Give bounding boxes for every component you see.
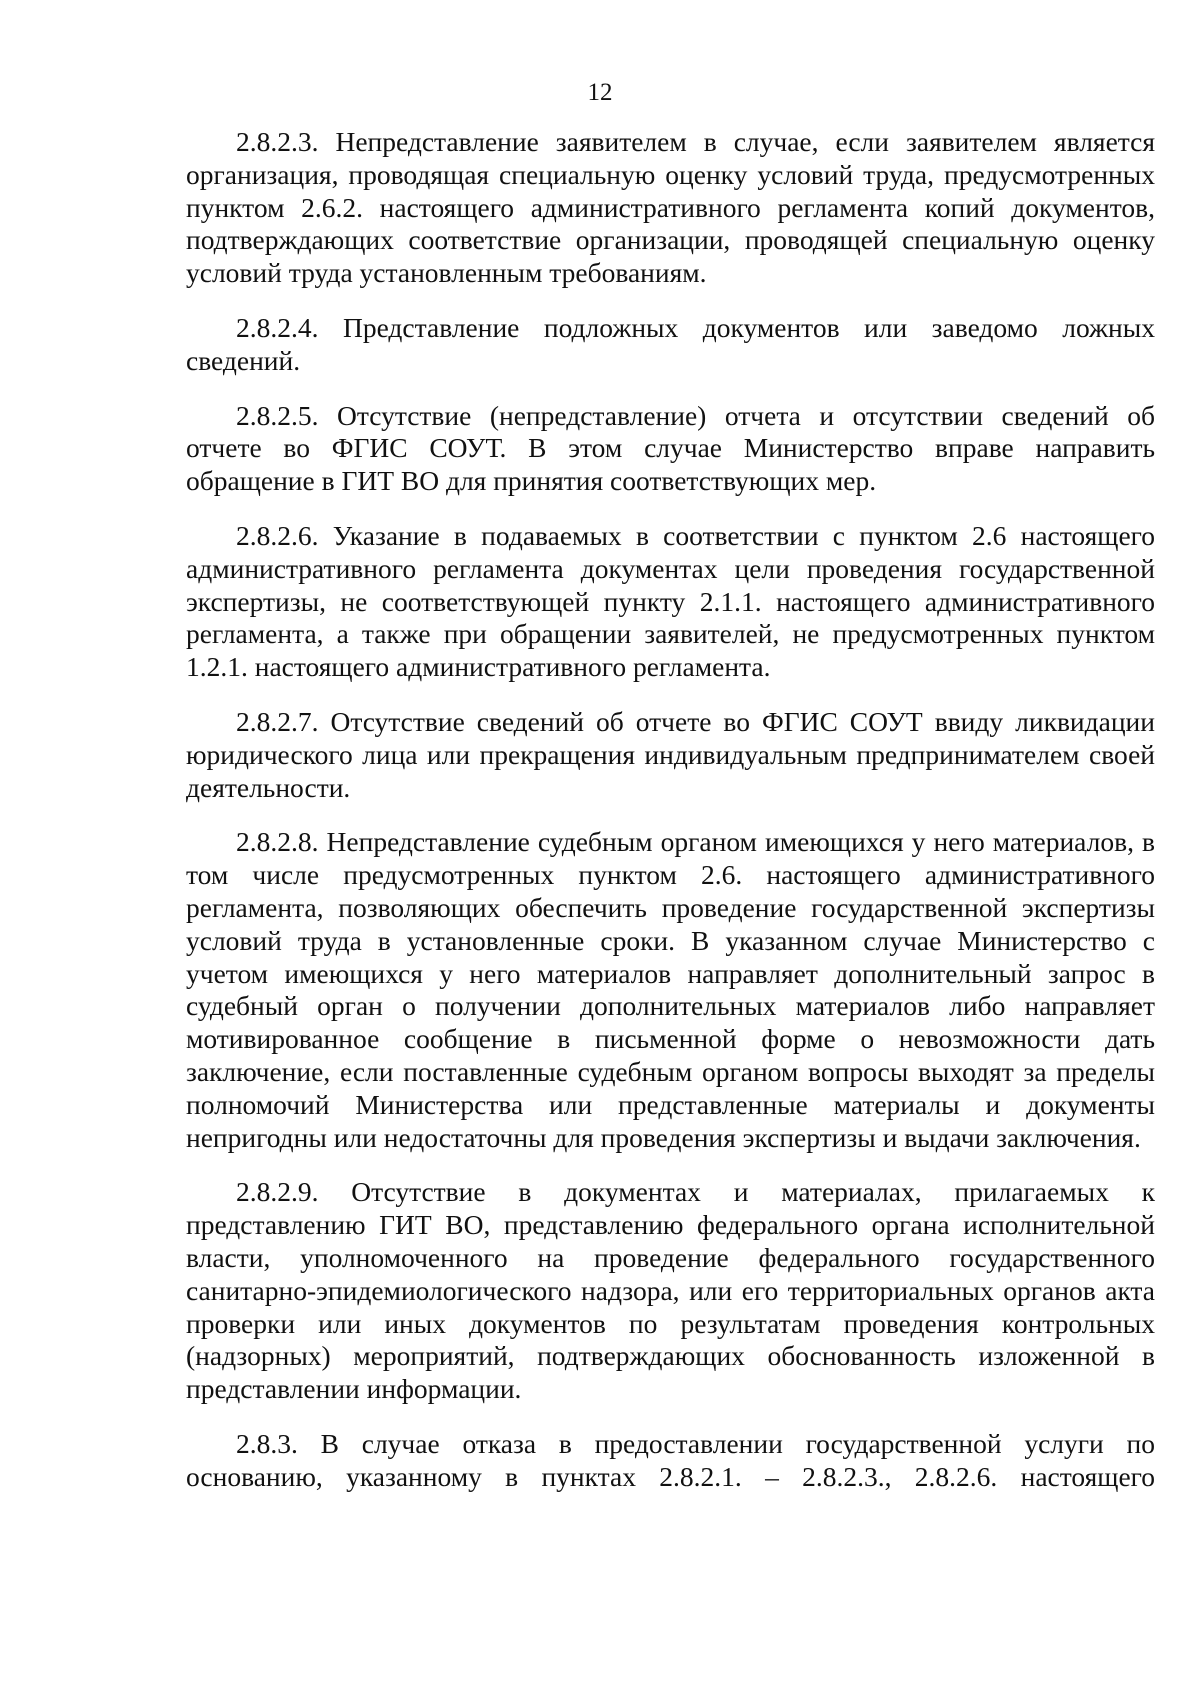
document-body [186,126,1155,1515]
paragraph-2-8-2-4: 2.8.2.4. Представление подложных документов или заведомо ложных сведений. [186,311,1155,376]
paragraph-2-8-2-7: 2.8.2.7. Отсутствие сведений об отчете во ФГИС СОУТ ввиду ликвидации юридического лица или прекращения индивидуальным предпринимателем своей деятельности. [186,705,1155,803]
paragraph-2-8-2-6: 2.8.2.6. Указание в подаваемых в соответствии с пунктом 2.6 настоящего административного регламента документах цели проведения государственной экспертизы, не соответствующей пункту 2.1.1. настоящего административного регламента, а также при обращении заявителей, не предусмотренных пунктом 1.2.1. настоящего административного регламента. [186,519,1155,683]
paragraph-2-8-2-5: 2.8.2.5. Отсутствие (непредставление) отчета и отсутствии сведений об отчете во ФГИС СОУТ. В этом случае Министерство вправе направить обращение в ГИТ ВО для принятия соответствующих мер. [186,399,1155,497]
paragraph-2-8-3: 2.8.3. В случае отказа в предоставлении государственной услуги по основанию, указанному в пунктах 2.8.2.1. – 2.8.2.3., 2.8.2.6. настоящего [186,1427,1155,1492]
page-number: 12 [587,79,613,106]
paragraph-2-8-2-8: 2.8.2.8. Непредставление судебным органом имеющихся у него материалов, в том числе предусмотренных пунктом 2.6. настоящего административного регламента, позволяющих обеспечить проведение государственной экспертизы условий труда в установленные сроки. В указанном случае Министерство с учетом имеющихся у него материалов направляет дополнительный запрос в судебный орган о получении дополнительных материалов либо направляет мотивированное сообщение в письменной форме о невозможности дать заключение, если поставленные судебным органом вопросы выходят за пределы полномочий Министерства или представленные материалы и документы непригодны или недостаточны для проведения экспертизы и выдачи заключения. [186,826,1155,1153]
paragraph-2-8-2-9: 2.8.2.9. Отсутствие в документах и материалах, прилагаемых к представлению ГИТ ВО, представлению федерального органа исполнительной власти, уполномоченного на проведение федерального государственного санитарно-эпидемиологического надзора, или его территориальных органов акта проверки или иных документов по результатам проведения контрольных (надзорных) мероприятий, подтверждающих обоснованность изложенной в представлении информации. [186,1176,1155,1405]
paragraph-2-8-2-3: 2.8.2.3. Непредставление заявителем в случае, если заявителем является организация, проводящая специальную оценку условий труда, предусмотренных пунктом 2.6.2. настоящего административного регламента копий документов, подтверждающих соответствие организации, проводящей специальную оценку условий труда установленным требованиям. [186,126,1155,289]
